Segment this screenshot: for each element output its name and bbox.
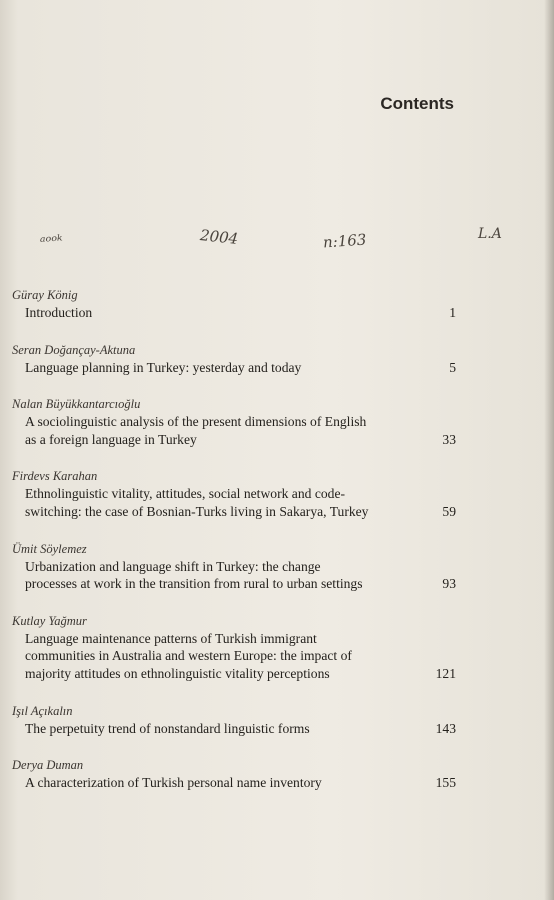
entry-title xyxy=(25,558,456,593)
entry-title-line: Language planning in Turkey: yesterday and today xyxy=(25,359,302,375)
entry-author: Seran Doğançay-Aktuna xyxy=(12,342,136,357)
entry-title xyxy=(25,359,456,377)
toc-entry[interactable] xyxy=(12,287,456,322)
entry-author: Derya Duman xyxy=(12,758,84,773)
toc-entry[interactable] xyxy=(12,613,456,683)
entry-title xyxy=(25,304,456,322)
entry-title xyxy=(25,774,456,792)
entry-page-number: 93 xyxy=(442,576,456,592)
toc-entry[interactable] xyxy=(12,468,456,520)
entry-page-number: 5 xyxy=(449,359,456,375)
entry-title xyxy=(25,485,456,520)
entry-title-line: majority attitudes on ethnolinguistic vitality perceptions xyxy=(25,665,330,681)
handwritten-number: n:163 xyxy=(322,230,367,252)
entry-page-number: 1 xyxy=(449,305,456,320)
entry-title-line: switching: the case of Bosnian-Turks living in Sakarya, Turkey xyxy=(25,503,369,519)
toc-entry[interactable] xyxy=(12,396,456,448)
entry-author: Kutlay Yağmur xyxy=(12,613,87,628)
table-of-contents xyxy=(12,287,456,812)
toc-entry[interactable] xyxy=(12,757,456,792)
entry-title-line: Ethnolinguistic vitality, attitudes, social network and code- xyxy=(25,486,346,502)
entry-author: Işıl Açıkalın xyxy=(12,703,73,718)
entry-title-line: as a foreign language in Turkey xyxy=(25,431,197,447)
entry-author: Ümit Söylemez xyxy=(12,541,87,556)
entry-title xyxy=(25,630,456,683)
toc-entry[interactable] xyxy=(12,703,456,738)
entry-title-line: A characterization of Turkish personal name inventory xyxy=(25,775,322,791)
page-edge-shadow xyxy=(544,0,554,900)
entry-page-number: 155 xyxy=(435,775,456,791)
entry-page-number: 143 xyxy=(435,720,456,736)
entry-title-line: Language maintenance patterns of Turkish immigrant xyxy=(25,630,317,646)
entry-title-line: processes at work in the transition from rural to urban settings xyxy=(25,576,363,592)
toc-entry[interactable] xyxy=(12,342,456,377)
handwritten-initials: L.A xyxy=(478,226,502,242)
entry-author: Firdevs Karahan xyxy=(12,469,98,484)
entry-title-line: Urbanization and language shift in Turkey: the change xyxy=(25,558,321,574)
entry-title-line: The perpetuity trend of nonstandard linguistic forms xyxy=(25,720,310,736)
entry-page-number: 59 xyxy=(442,503,456,519)
entry-author: Güray König xyxy=(12,288,78,302)
handwritten-year: 2004 xyxy=(199,226,240,248)
entry-title-line: Introduction xyxy=(25,305,93,320)
entry-title xyxy=(25,720,456,738)
entry-title-line: communities in Australia and western Europe: the impact of xyxy=(25,648,352,664)
entry-page-number: 121 xyxy=(435,665,456,681)
entry-title xyxy=(25,413,456,448)
entry-page-number: 33 xyxy=(442,431,456,447)
toc-entry[interactable] xyxy=(12,541,456,593)
contents-heading: Contents xyxy=(380,94,454,113)
entry-title-line: A sociolinguistic analysis of the present dimensions of English xyxy=(25,414,367,430)
entry-author: Nalan Büyükkantarcıoğlu xyxy=(12,397,141,412)
handwritten-note: ᵃᵒᵒᵏ xyxy=(39,231,64,251)
